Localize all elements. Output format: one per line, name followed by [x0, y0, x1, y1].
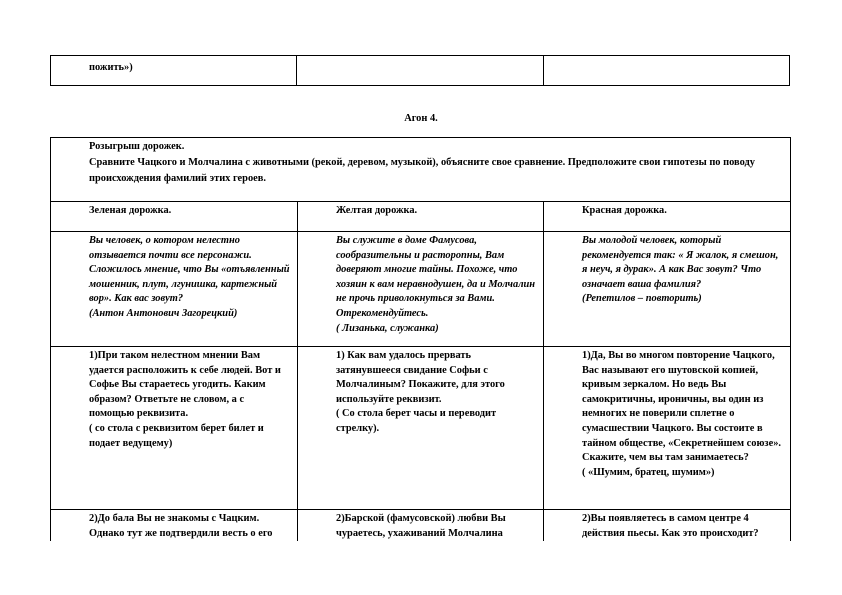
- question-answer: ( Со стола берет часы и переводит стрелку).: [336, 408, 497, 434]
- question-cell: [544, 510, 791, 542]
- intro-answer: (Антон Антонович Загорецкий): [89, 307, 238, 319]
- task-text: Сравните Чацкого и Молчалина с животными (рекой, деревом, музыкой), объясните свое сравнение. Предположите свои гипотезы по поводу происхождения фамилий этих героев.: [89, 157, 755, 184]
- intro-text: Вы молодой человек, который рекомендуется так: « Я жалок, я смешон, я неуч, я дурак». А как Вас зовут? Что означает ваша фамилия?: [582, 235, 779, 290]
- intro-text: Вы человек, о котором нелестно отзывается почти все персонажи. Сложилось мнение, что Вы «отъявленный мошенник, плут, лгунишка, картежный вор». Как вас зовут?: [89, 235, 290, 305]
- question-text: 1)При таком нелестном мнении Вам удается расположить к себе людей. Вот и Софье Вы стараетесь угодить. Каким образом? Ответьте не словом, а с помощью реквизита.: [89, 350, 281, 420]
- column-label: Красная дорожка.: [582, 205, 667, 216]
- question-text: 1)Да, Вы во многом повторение Чацкого, Вас называют его шутовской копией, кривым зеркалом. Но ведь Вы самокритичны, ироничны, вы один из немногих не поверили сплетне о сумасшествии Чацкого. Вы состоите в тайном обществе, «Секретнейшем союзе». Скажите, чем вы там занимаетесь?: [582, 350, 782, 464]
- column-label: Зеленая дорожка.: [89, 205, 172, 216]
- intro-text: Вы служите в доме Фамусова, сообразительны и расторопны, Вам доверяют многие тайны. Похоже, что хозяин к вам неравнодушен, да и Молчалин не прочь приволокнуться за Вами. Отрекомендуйтесь.: [336, 235, 536, 319]
- intro-answer: ( Лизанька, служанка): [336, 322, 439, 334]
- question-cell: [544, 347, 791, 510]
- column-header-yellow: [298, 202, 544, 232]
- column-header-red: [544, 202, 791, 232]
- column-header-green: [51, 202, 298, 232]
- question-cell: [298, 347, 544, 510]
- question-text: 1) Как вам удалось прервать затянувшееся свидание Софьи с Молчалиным? Покажите, для этого используйте реквизит.: [336, 350, 505, 405]
- cell-text: пожить»): [89, 62, 133, 73]
- intro-cell: [544, 232, 791, 347]
- intro-answer: (Репетилов – повторить): [582, 293, 702, 305]
- tracks-table: [50, 137, 791, 541]
- question-cell: [51, 510, 298, 542]
- intro-cell: [298, 232, 544, 347]
- question-answer: ( «Шумим, братец, шумим»): [582, 466, 715, 478]
- question-text: 2)До бала Вы не знакомы с Чацким. Однако тут же подтвердили весть о его: [89, 513, 273, 539]
- task-cell: [51, 138, 791, 202]
- intro-cell: [51, 232, 298, 347]
- question-cell: [51, 347, 298, 510]
- task-title: Розыгрыш дорожек.: [89, 141, 185, 152]
- question-answer: ( со стола с реквизитом берет билет и подает ведущему): [89, 422, 264, 449]
- question-cell: [298, 510, 544, 542]
- question-text: 2)Барской (фамусовской) любви Вы чураетесь, ухаживаний Молчалина: [336, 513, 506, 539]
- column-label: Желтая дорожка.: [336, 205, 418, 216]
- question-text: 2)Вы появляетесь в самом центре 4 действия пьесы. Как это происходит?: [582, 513, 759, 539]
- section-heading: Агон 4.: [404, 113, 438, 124]
